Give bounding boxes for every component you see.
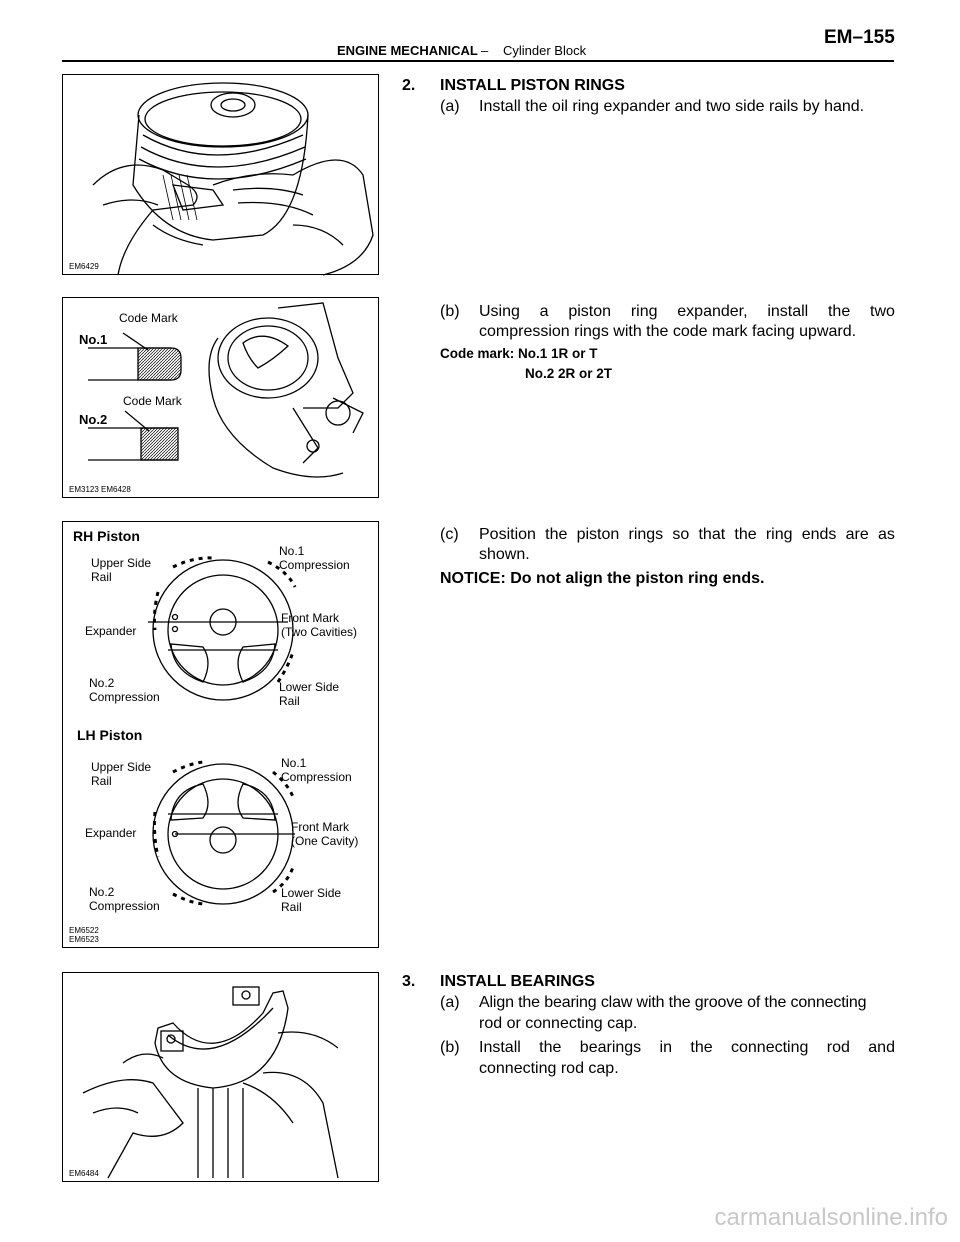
justified-word: Position bbox=[479, 526, 536, 543]
lh-front-mark-label bbox=[291, 820, 358, 848]
rh-no1-compression-label bbox=[279, 544, 350, 572]
label-line: No.1 bbox=[281, 756, 307, 770]
justified-word: Using bbox=[479, 303, 520, 320]
label-no1: No.1 bbox=[79, 332, 108, 347]
label-line: Compression bbox=[89, 690, 160, 704]
lh-expander-label: Expander bbox=[85, 826, 137, 840]
rh-piston-title: RH Piston bbox=[73, 528, 140, 544]
rh-lower-side-rail-label bbox=[279, 680, 339, 708]
header-subsection: Cylinder Block bbox=[503, 43, 587, 58]
justified-word: install bbox=[767, 303, 809, 320]
justified-word: rings bbox=[628, 526, 664, 543]
rh-front-mark-label bbox=[281, 611, 357, 639]
code-mark-line2: No.2 2R or 2T bbox=[525, 366, 613, 381]
label-code-mark-2: Code Mark bbox=[123, 394, 182, 408]
justified-word: a bbox=[539, 303, 549, 320]
justified-word: the bbox=[545, 526, 568, 543]
label-line: (Two Cavities) bbox=[281, 625, 358, 639]
justified-word: as bbox=[877, 526, 895, 543]
label-line: (One Cavity) bbox=[291, 834, 359, 848]
step-2b-text-line1 bbox=[479, 302, 895, 322]
step-3b-text-line1 bbox=[479, 1038, 895, 1058]
label-line: Upper Side bbox=[91, 760, 152, 774]
justified-word: so bbox=[672, 526, 690, 543]
step-2c-text-line2: shown. bbox=[479, 546, 530, 563]
step-3a-text-line2: rod or connecting cap. bbox=[479, 1015, 638, 1032]
step-2c-text-line1 bbox=[479, 525, 895, 545]
justified-word: the bbox=[734, 526, 757, 543]
label-line: Front Mark bbox=[291, 820, 350, 834]
step-3-title: INSTALL BEARINGS bbox=[440, 973, 595, 990]
code-mark-line1: Code mark: No.1 1R or T bbox=[440, 346, 598, 361]
label-line: Front Mark bbox=[281, 611, 340, 625]
figure-code bbox=[69, 926, 99, 944]
justified-word: ends bbox=[801, 526, 837, 543]
justified-word: two bbox=[870, 303, 895, 320]
header-separator: – bbox=[481, 43, 489, 58]
figure-code-line: EM6522 bbox=[69, 926, 99, 935]
step-2-number: 2. bbox=[402, 77, 416, 94]
justified-word: are bbox=[845, 526, 869, 543]
label-line: Lower Side bbox=[281, 886, 342, 900]
step-3b-label: (b) bbox=[440, 1039, 460, 1056]
step-3a-label: (a) bbox=[440, 994, 460, 1011]
label-line: No.1 bbox=[279, 544, 305, 558]
lh-no2-compression-label bbox=[89, 885, 160, 913]
justified-word: in bbox=[659, 1039, 672, 1056]
step-2b-text-line2: compression rings with the code mark facing upward. bbox=[479, 323, 857, 340]
justified-word: the bbox=[827, 303, 851, 320]
label-line: Rail bbox=[279, 694, 300, 708]
label-line: Rail bbox=[91, 570, 112, 584]
justified-word: the bbox=[539, 1039, 562, 1056]
justified-word: connecting bbox=[731, 1039, 809, 1056]
lh-upper-side-rail-label bbox=[91, 760, 151, 788]
justified-word: ring bbox=[630, 303, 658, 320]
justified-word: expander, bbox=[677, 303, 748, 320]
figure-oil-ring-install bbox=[62, 74, 379, 275]
figure-bearing-drawing bbox=[63, 973, 380, 1183]
step-3b-text-line2: connecting rod cap. bbox=[479, 1060, 619, 1077]
rh-upper-side-rail-label bbox=[91, 556, 151, 584]
justified-word: rod bbox=[826, 1039, 850, 1056]
justified-word: ring bbox=[765, 526, 793, 543]
justified-word: and bbox=[868, 1039, 895, 1056]
step-3a-text-line1: Align the bearing claw with the groove of the connecting bbox=[479, 994, 867, 1011]
notice-text: NOTICE: Do not align the piston ring ends. bbox=[440, 570, 765, 587]
label-line: Compression bbox=[89, 899, 160, 913]
figure-oil-ring-drawing bbox=[63, 75, 380, 276]
figure-code: EM6429 bbox=[69, 262, 99, 271]
justified-word: the bbox=[690, 1039, 713, 1056]
label-line: No.2 bbox=[89, 885, 115, 899]
justified-word: piston bbox=[568, 303, 612, 320]
justified-word: bearings bbox=[579, 1039, 642, 1056]
step-2-title: INSTALL PISTON RINGS bbox=[440, 77, 625, 94]
figure-code-line: EM6523 bbox=[69, 935, 99, 944]
page-number: EM–155 bbox=[824, 27, 895, 48]
label-line: Compression bbox=[281, 770, 352, 784]
label-line: Compression bbox=[279, 558, 350, 572]
label-line: Lower Side bbox=[279, 680, 340, 694]
step-2c-label: (c) bbox=[440, 526, 459, 543]
label-no2: No.2 bbox=[79, 412, 108, 427]
label-line: Rail bbox=[91, 774, 112, 788]
step-2a-text: Install the oil ring expander and two side rails by hand. bbox=[479, 98, 865, 115]
figure-code-mark-drawing bbox=[63, 298, 380, 499]
rh-expander-label: Expander bbox=[85, 624, 137, 638]
figure-ring-end-positions bbox=[62, 521, 379, 948]
step-3-number: 3. bbox=[402, 973, 416, 990]
lh-no1-compression-label bbox=[281, 756, 352, 784]
header-rule bbox=[62, 60, 894, 62]
lh-lower-side-rail-label bbox=[281, 886, 341, 914]
rh-no2-compression-label bbox=[89, 676, 160, 704]
label-line: Rail bbox=[281, 900, 302, 914]
label-line: No.2 bbox=[89, 676, 115, 690]
figure-code: EM6484 bbox=[69, 1169, 99, 1178]
figure-code-mark bbox=[62, 297, 379, 498]
figure-code: EM3123 EM6428 bbox=[69, 485, 131, 494]
watermark: carmanualsonline.info bbox=[714, 1204, 948, 1231]
step-2b-label: (b) bbox=[440, 303, 460, 320]
step-2a-label: (a) bbox=[440, 98, 460, 115]
justified-word: that bbox=[698, 526, 726, 543]
lh-piston-title: LH Piston bbox=[77, 727, 143, 743]
label-code-mark-1: Code Mark bbox=[119, 311, 178, 325]
header-section-title: ENGINE MECHANICAL bbox=[337, 43, 478, 58]
justified-word: piston bbox=[576, 526, 620, 543]
figure-bearing-install bbox=[62, 972, 379, 1182]
justified-word: Install bbox=[479, 1039, 521, 1056]
label-line: Upper Side bbox=[91, 556, 152, 570]
